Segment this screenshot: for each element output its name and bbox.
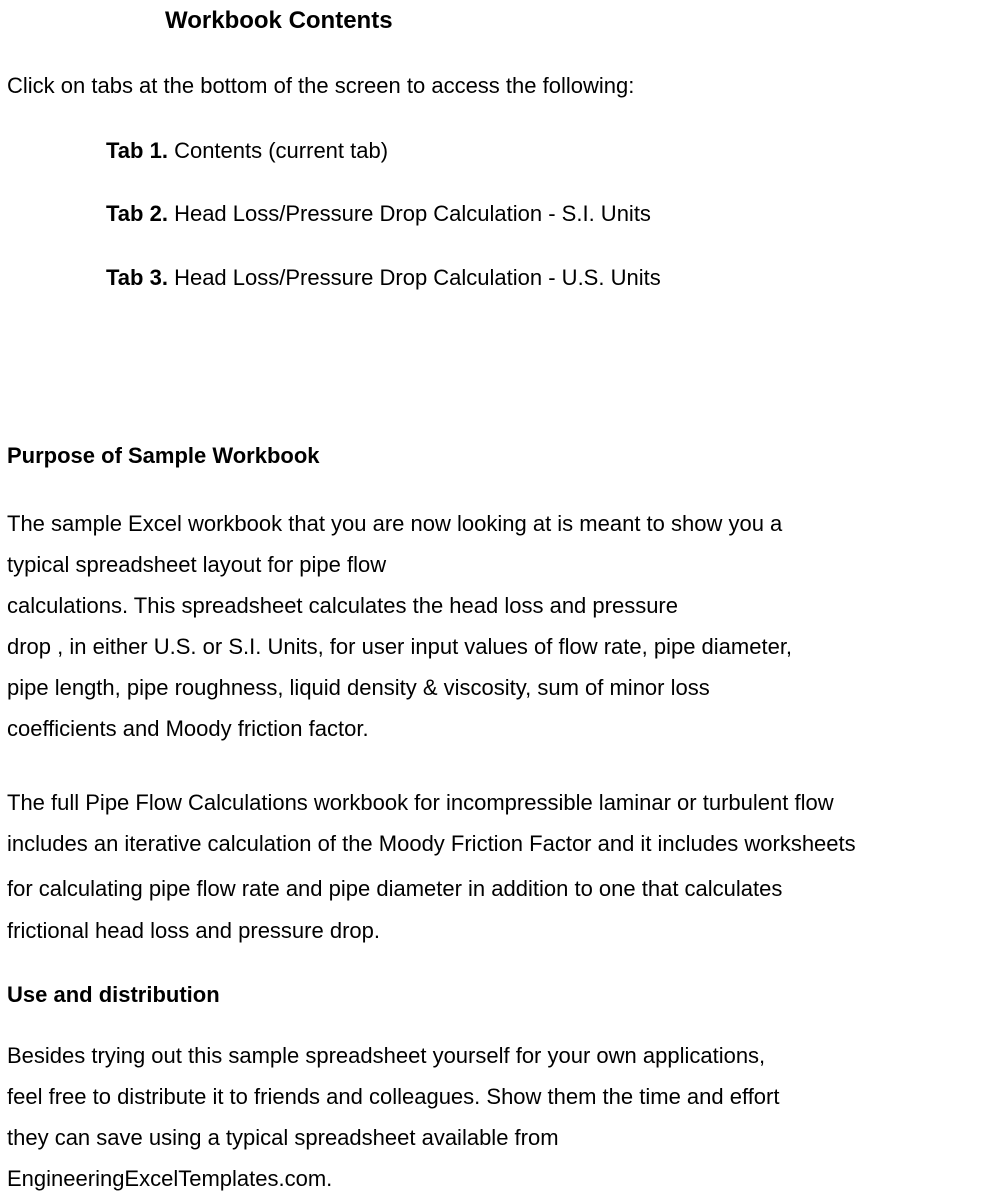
tab-3-label: Tab 3. [106,265,168,290]
tab-list-item-3 [106,265,661,291]
intro-text: Click on tabs at the bottom of the screen to access the following: [7,73,635,98]
purpose-line: The sample Excel workbook that you are now looking at is meant to show you a [7,511,783,536]
tab-3-description: Head Loss/Pressure Drop Calculation - U.S. Units [167,265,661,290]
use-line: EngineeringExcelTemplates.com. [7,1166,333,1191]
full-workbook-line: includes an iterative calculation of the Moody Friction Factor and it includes worksheets [7,831,856,856]
tab-1-description: Contents (current tab) [167,138,389,163]
use-line: Besides trying out this sample spreadsheet yourself for your own applications, [7,1043,766,1068]
purpose-line: drop , in either U.S. or S.I. Units, for user input values of flow rate, pipe diameter, [7,634,793,659]
tab-list-item-1 [106,138,388,164]
purpose-line: typical spreadsheet layout for pipe flow [7,552,387,577]
purpose-line: calculations. This spreadsheet calculates the head loss and pressure [7,593,678,618]
purpose-line: pipe length, pipe roughness, liquid density & viscosity, sum of minor loss [7,675,710,700]
use-line: they can save using a typical spreadsheet available from [7,1125,559,1150]
full-workbook-line: The full Pipe Flow Calculations workbook for incompressible laminar or turbulent flow [7,790,834,815]
use-heading: Use and distribution [7,982,220,1007]
use-line: feel free to distribute it to friends and colleagues. Show them the time and effort [7,1084,780,1109]
purpose-heading: Purpose of Sample Workbook [7,443,320,468]
full-workbook-line: frictional head loss and pressure drop. [7,918,380,943]
tab-1-label: Tab 1. [106,138,168,163]
tab-2-label: Tab 2. [106,201,168,226]
tab-list-item-2 [106,201,651,227]
workbook-contents-title: Workbook Contents [165,7,393,34]
purpose-line: coefficients and Moody friction factor. [7,716,369,741]
tab-2-description: Head Loss/Pressure Drop Calculation - S.I. Units [167,201,651,226]
full-workbook-line: for calculating pipe flow rate and pipe diameter in addition to one that calculates [7,876,783,901]
